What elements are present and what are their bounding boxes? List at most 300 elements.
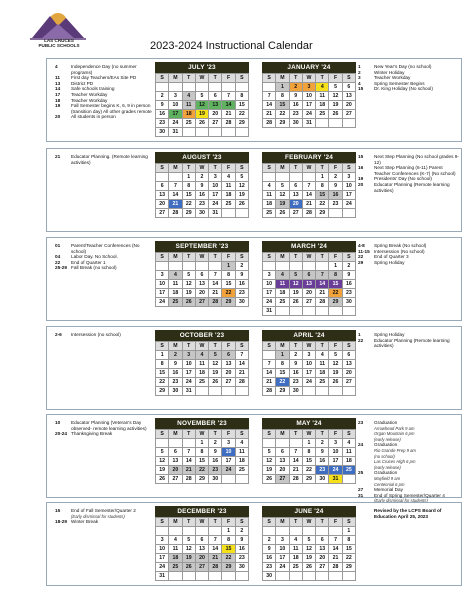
day-cell (329, 209, 342, 218)
month-header: MAY '24 (262, 418, 356, 429)
note-date: 18-29 (55, 519, 67, 525)
day-cell (342, 209, 355, 218)
day-cell: 17 (302, 101, 315, 110)
day-cell: 14 (302, 191, 315, 200)
day-cell: 25 (195, 378, 208, 387)
day-cell: 12 (209, 360, 222, 369)
day-cell: 18 (289, 554, 302, 563)
day-cell: 21 (302, 200, 315, 209)
note-text: Intersession (no school) (71, 332, 121, 337)
logo-line-2: PUBLIC SCHOOLS (38, 43, 80, 48)
week-row (263, 387, 356, 396)
day-cell: 29 (182, 209, 195, 218)
day-cell (182, 128, 195, 137)
day-cell: 25 (263, 209, 276, 218)
day-cell: 24 (182, 378, 195, 387)
day-cell: 21 (222, 110, 235, 119)
week-row (156, 563, 249, 572)
day-cell: 17 (222, 457, 235, 466)
day-cell: 7 (263, 92, 276, 101)
day-cell: 15 (222, 545, 235, 554)
week-row (156, 536, 249, 545)
day-cell: 25 (169, 563, 182, 572)
day-cell: 20 (222, 369, 235, 378)
weekday-label: S (235, 74, 248, 83)
day-cell (342, 307, 355, 316)
note-text: (early release) (374, 436, 401, 442)
day-cell: 21 (289, 466, 302, 475)
day-cell: 15 (156, 369, 169, 378)
day-cell: 11 (169, 280, 182, 289)
month-grid (155, 252, 249, 307)
day-cell: 25 (289, 563, 302, 572)
day-cell: 7 (182, 448, 195, 457)
day-cell (316, 119, 329, 128)
week-row (263, 360, 356, 369)
note-text: Presidents' Day (No school) (374, 176, 432, 182)
day-cell: 16 (289, 101, 302, 110)
day-cell: 26 (329, 378, 342, 387)
weekday-label: F (222, 430, 235, 439)
note-text: Next Step Planning (6-11) Parent Teacher Conferences (K-7) (No school) (374, 165, 456, 176)
weekday-label: S (235, 518, 248, 527)
day-cell: 29 (195, 475, 208, 484)
weekday-label: S (342, 518, 355, 527)
day-cell: 14 (222, 101, 235, 110)
day-cell: 11 (289, 545, 302, 554)
day-cell: 18 (316, 101, 329, 110)
weekday-label: F (329, 74, 342, 83)
day-cell: 17 (156, 554, 169, 563)
note-text: Teacher Workday (71, 97, 108, 103)
day-cell: 9 (316, 448, 329, 457)
day-cell: 23 (156, 119, 169, 128)
note-date: 13 (55, 80, 61, 86)
day-cell: 22 (302, 466, 315, 475)
weekday-label: T (182, 342, 195, 351)
week-row (263, 369, 356, 378)
note-text: (Early dismissal for students) (71, 513, 125, 519)
day-cell: 5 (302, 536, 315, 545)
day-cell: 12 (276, 191, 289, 200)
note-item (55, 431, 153, 437)
day-cell (169, 262, 182, 271)
day-cell: 10 (276, 545, 289, 554)
day-cell: 7 (209, 271, 222, 280)
week-row (156, 351, 249, 360)
day-cell: 7 (302, 182, 315, 191)
day-cell: 6 (156, 182, 169, 191)
day-cell: 19 (156, 466, 169, 475)
day-cell (222, 209, 235, 218)
day-cell: 18 (316, 369, 329, 378)
day-cell: 7 (222, 92, 235, 101)
day-cell: 17 (182, 369, 195, 378)
day-cell: 17 (342, 191, 355, 200)
weekday-label: W (195, 253, 208, 262)
day-cell: 1 (276, 351, 289, 360)
day-cell (182, 527, 195, 536)
day-cell: 8 (235, 92, 248, 101)
day-cell: 5 (329, 83, 342, 92)
weekday-row (263, 74, 356, 83)
day-cell: 19 (209, 369, 222, 378)
week-row (156, 457, 249, 466)
note-text: Organ Mountain 6 pm (374, 431, 415, 437)
day-cell: 27 (169, 475, 182, 484)
note-text: Educator Planning (Remote learning activities) (374, 337, 450, 349)
day-cell: 20 (156, 200, 169, 209)
day-cell: 16 (263, 554, 276, 563)
day-cell (195, 572, 208, 581)
note-text: (Early dismissal for students) (374, 498, 428, 504)
weekday-label: T (289, 430, 302, 439)
day-cell: 8 (222, 536, 235, 545)
day-cell (182, 439, 195, 448)
day-cell: 28 (289, 475, 302, 484)
note-item (358, 86, 460, 92)
day-cell: 25 (235, 466, 248, 475)
week-row (156, 83, 249, 92)
week-row (263, 289, 356, 298)
day-cell: 7 (169, 182, 182, 191)
note-date: 11-15 (358, 248, 370, 254)
day-cell: 18 (195, 369, 208, 378)
day-cell: 11 (316, 360, 329, 369)
weekday-label: S (263, 164, 276, 173)
weekday-label: T (209, 164, 222, 173)
weekday-label: W (195, 74, 208, 83)
note-text: District PD (71, 80, 94, 86)
day-cell: 8 (276, 360, 289, 369)
day-cell: 31 (156, 572, 169, 581)
day-cell (169, 527, 182, 536)
note-date: 1 (358, 64, 361, 69)
day-cell: 10 (329, 448, 342, 457)
note-text: Graduation (374, 470, 398, 476)
note-date: 20-24 (55, 431, 67, 437)
weekday-label: S (235, 164, 248, 173)
note-date: 4 (358, 80, 361, 86)
week-row (156, 119, 249, 128)
day-cell: 22 (235, 110, 248, 119)
day-cell: 11 (316, 92, 329, 101)
weekday-label: M (276, 74, 289, 83)
week-row (156, 191, 249, 200)
week-row (263, 119, 356, 128)
week-row (156, 360, 249, 369)
day-cell: 7 (329, 536, 342, 545)
weekday-label: S (342, 253, 355, 262)
day-cell: 11 (342, 448, 355, 457)
day-cell: 15 (235, 101, 248, 110)
day-cell: 9 (329, 182, 342, 191)
day-cell: 26 (329, 110, 342, 119)
day-cell: 15 (222, 280, 235, 289)
day-cell: 30 (235, 563, 248, 572)
day-cell: 22 (316, 200, 329, 209)
note-date: 3 (358, 75, 361, 81)
note-date: 15 (358, 86, 364, 92)
day-cell: 6 (209, 92, 222, 101)
notes-right-2 (358, 154, 460, 193)
note-date: 19 (55, 103, 61, 109)
day-cell: 11 (222, 182, 235, 191)
day-cell: 20 (276, 466, 289, 475)
note-text: Graduation (374, 420, 398, 425)
day-cell: 3 (156, 536, 169, 545)
day-cell: 19 (329, 369, 342, 378)
day-cell: 9 (235, 271, 248, 280)
note-date: 01 (55, 243, 61, 248)
day-cell: 12 (195, 101, 208, 110)
month-header: NOVEMBER '23 (155, 418, 249, 429)
notes-right-5 (358, 420, 460, 504)
day-cell: 14 (209, 280, 222, 289)
notes-left-4 (55, 332, 153, 338)
weekday-label: W (195, 518, 208, 527)
weekday-label: M (169, 164, 182, 173)
note-date: 20 (55, 114, 61, 120)
day-cell: 6 (302, 271, 315, 280)
day-cell: 30 (263, 572, 276, 581)
day-cell (169, 173, 182, 182)
day-cell: 31 (302, 119, 315, 128)
weekday-label: S (263, 253, 276, 262)
day-cell (302, 173, 315, 182)
weekday-label: M (169, 253, 182, 262)
day-cell: 10 (342, 182, 355, 191)
week-row (263, 280, 356, 289)
day-cell: 26 (263, 475, 276, 484)
day-cell: 6 (276, 448, 289, 457)
day-cell: 13 (209, 101, 222, 110)
note-date: 1 (358, 332, 361, 337)
day-cell: 17 (156, 289, 169, 298)
day-cell (195, 527, 208, 536)
month-grid (155, 341, 249, 396)
day-cell (182, 572, 195, 581)
note-text: Intersession (No school) (374, 248, 425, 254)
note-item (55, 103, 153, 114)
month-calendar (155, 241, 249, 307)
day-cell: 6 (169, 448, 182, 457)
day-cell (342, 475, 355, 484)
day-cell: 8 (195, 448, 208, 457)
week-row (263, 351, 356, 360)
month-calendar (155, 330, 249, 396)
weekday-row (263, 253, 356, 262)
day-cell: 13 (195, 545, 208, 554)
day-cell (276, 262, 289, 271)
note-date: 31 (358, 492, 364, 498)
day-cell: 8 (302, 448, 315, 457)
day-cell: 6 (222, 351, 235, 360)
day-cell (156, 527, 169, 536)
day-cell: 18 (276, 289, 289, 298)
weekday-label: S (263, 430, 276, 439)
month-header: AUGUST '23 (155, 152, 249, 163)
week-row (156, 466, 249, 475)
day-cell: 21 (209, 554, 222, 563)
day-cell: 10 (209, 182, 222, 191)
week-row (263, 527, 356, 536)
week-row (156, 378, 249, 387)
day-cell: 10 (156, 545, 169, 554)
day-cell: 4 (235, 439, 248, 448)
day-cell: 30 (289, 119, 302, 128)
day-cell: 19 (276, 200, 289, 209)
month-header: DECEMBER '23 (155, 506, 249, 517)
day-cell: 21 (329, 554, 342, 563)
weekday-label: M (169, 74, 182, 83)
day-cell: 30 (156, 128, 169, 137)
day-cell: 8 (222, 271, 235, 280)
note-text: Winter Holiday (374, 69, 405, 75)
day-cell: 26 (276, 209, 289, 218)
day-cell: 9 (209, 448, 222, 457)
day-cell: 2 (342, 262, 355, 271)
day-cell: 10 (263, 280, 276, 289)
day-cell: 4 (289, 536, 302, 545)
day-cell (276, 527, 289, 536)
day-cell: 24 (263, 298, 276, 307)
day-cell: 27 (276, 475, 289, 484)
day-cell: 11 (263, 191, 276, 200)
day-cell: 21 (169, 200, 182, 209)
day-cell: 13 (156, 191, 169, 200)
day-cell: 3 (302, 351, 315, 360)
day-cell: 29 (316, 209, 329, 218)
day-cell (276, 173, 289, 182)
day-cell: 17 (169, 110, 182, 119)
month-calendar (262, 62, 356, 128)
day-cell: 19 (182, 289, 195, 298)
note-date: 16 (358, 165, 364, 171)
note-date: 27 (358, 487, 364, 493)
day-cell: 22 (222, 289, 235, 298)
day-cell (342, 387, 355, 396)
month-calendar (262, 330, 356, 396)
day-cell (182, 262, 195, 271)
week-row (263, 448, 356, 457)
day-cell: 3 (302, 83, 315, 92)
day-cell: 20 (316, 554, 329, 563)
day-cell: 22 (329, 289, 342, 298)
weekday-row (156, 430, 249, 439)
day-cell: 20 (195, 289, 208, 298)
month-calendar (155, 62, 249, 137)
week-row (156, 527, 249, 536)
day-cell: 28 (169, 209, 182, 218)
day-cell (289, 307, 302, 316)
day-cell: 26 (302, 563, 315, 572)
day-cell (209, 128, 222, 137)
weekday-label: S (263, 342, 276, 351)
day-cell: 29 (222, 563, 235, 572)
day-cell: 5 (195, 92, 208, 101)
note-date: 22 (358, 337, 364, 343)
day-cell: 18 (169, 554, 182, 563)
week-row (156, 298, 249, 307)
month-calendar (155, 152, 249, 218)
weekday-label: W (195, 342, 208, 351)
week-row (156, 128, 249, 137)
day-cell: 16 (156, 110, 169, 119)
week-row (263, 466, 356, 475)
week-row (263, 271, 356, 280)
logo-text (27, 38, 91, 48)
day-cell: 14 (182, 457, 195, 466)
note-text: Educator Planning (Remote learning activities) (374, 181, 450, 193)
weekday-label: W (302, 164, 315, 173)
note-item (358, 182, 460, 193)
day-cell: 14 (329, 545, 342, 554)
day-cell (289, 572, 302, 581)
day-cell: 22 (342, 554, 355, 563)
mountain-sun-logo-icon (28, 4, 88, 42)
day-cell: 14 (169, 191, 182, 200)
day-cell: 24 (156, 298, 169, 307)
weekday-label: T (316, 342, 329, 351)
day-cell (276, 439, 289, 448)
month-header: APRIL '24 (262, 330, 356, 341)
month-calendar (155, 506, 249, 581)
weekday-label: T (209, 430, 222, 439)
day-cell: 19 (329, 101, 342, 110)
day-cell: 12 (156, 457, 169, 466)
day-cell: 9 (342, 271, 355, 280)
weekday-label: T (316, 164, 329, 173)
day-cell: 5 (263, 448, 276, 457)
weekday-label: M (169, 518, 182, 527)
weekday-label: M (276, 518, 289, 527)
day-cell: 3 (169, 92, 182, 101)
day-cell (169, 439, 182, 448)
note-text: Fall Break (no school) (71, 265, 117, 271)
week-row (156, 173, 249, 182)
day-cell: 22 (195, 466, 208, 475)
day-cell: 9 (289, 92, 302, 101)
weekday-label: T (209, 74, 222, 83)
day-cell (195, 128, 208, 137)
day-cell: 26 (195, 119, 208, 128)
day-cell: 24 (169, 119, 182, 128)
day-cell: 27 (342, 378, 355, 387)
day-cell: 22 (156, 378, 169, 387)
week-row (156, 448, 249, 457)
notes-left-6 (55, 508, 153, 525)
day-cell: 11 (235, 448, 248, 457)
day-cell: 2 (329, 173, 342, 182)
note-text: Dr. King Holiday (No school) (374, 86, 433, 92)
day-cell: 30 (209, 475, 222, 484)
note-date: 17 (55, 91, 61, 97)
note-date: 22 (358, 254, 364, 260)
day-cell: 20 (169, 466, 182, 475)
weekday-label: F (222, 342, 235, 351)
day-cell (156, 439, 169, 448)
day-cell: 10 (302, 360, 315, 369)
note-item (55, 332, 153, 338)
day-cell (235, 83, 248, 92)
weekday-label: W (302, 518, 315, 527)
day-cell: 16 (169, 369, 182, 378)
notes-left-1 (55, 64, 153, 120)
weekday-label: S (342, 164, 355, 173)
note-text: Labor Day. No School. (71, 254, 118, 260)
month-header: JANUARY '24 (262, 62, 356, 73)
